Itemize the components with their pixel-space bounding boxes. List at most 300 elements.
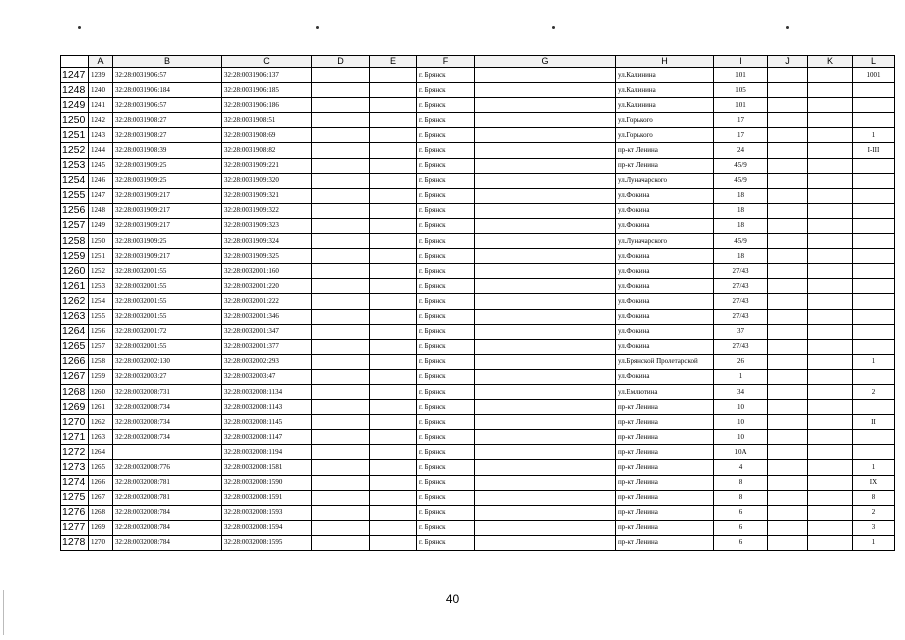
cell-a: 1259 (89, 369, 113, 384)
row-number: 1268 (61, 384, 89, 399)
cell-b: 32:28:0032008:784 (113, 505, 222, 520)
row-number: 1248 (61, 83, 89, 98)
cell-j (768, 369, 808, 384)
cell-l (853, 234, 895, 249)
cell-h: пр-кт Ленина (616, 535, 714, 550)
row-number: 1264 (61, 324, 89, 339)
table-row (61, 234, 895, 249)
cell-d (312, 445, 370, 460)
cell-d (312, 430, 370, 445)
cell-c: 32:28:0031906:186 (222, 98, 312, 113)
cell-i: 105 (714, 83, 768, 98)
cell-h: ул.Фокина (616, 339, 714, 354)
cell-d (312, 83, 370, 98)
cell-c: 32:28:0032008:1194 (222, 445, 312, 460)
cell-h: ул.Фокина (616, 218, 714, 233)
cell-f: г. Брянск (417, 354, 475, 369)
table-row (61, 324, 895, 339)
cell-g (475, 218, 616, 233)
cell-l (853, 294, 895, 309)
cell-j (768, 505, 808, 520)
row-number: 1259 (61, 249, 89, 264)
cell-l: 3 (853, 520, 895, 535)
cell-e (370, 324, 417, 339)
cell-e (370, 143, 417, 158)
table-row (61, 445, 895, 460)
cell-e (370, 188, 417, 203)
column-header: H (616, 56, 714, 68)
table-row (61, 535, 895, 550)
row-number: 1276 (61, 505, 89, 520)
table-row (61, 309, 895, 324)
cell-j (768, 400, 808, 415)
cell-b: 32:28:0032008:784 (113, 520, 222, 535)
cell-l: 1 (853, 535, 895, 550)
cell-j (768, 264, 808, 279)
cell-g (475, 445, 616, 460)
table-row (61, 505, 895, 520)
cell-c: 32:28:0031908:51 (222, 113, 312, 128)
cell-g (475, 249, 616, 264)
cell-g (475, 158, 616, 173)
table-row (61, 279, 895, 294)
cell-d (312, 309, 370, 324)
cell-g (475, 369, 616, 384)
column-header: K (808, 56, 853, 68)
cell-i: 26 (714, 354, 768, 369)
cell-l: II (853, 415, 895, 430)
cell-h: ул.Фокина (616, 249, 714, 264)
cell-i: 8 (714, 475, 768, 490)
cell-k (808, 173, 853, 188)
cell-f: г. Брянск (417, 490, 475, 505)
cell-l (853, 83, 895, 98)
cell-k (808, 430, 853, 445)
cell-c: 32:28:0032008:1590 (222, 475, 312, 490)
cell-k (808, 490, 853, 505)
cell-j (768, 490, 808, 505)
table-row (61, 68, 895, 83)
cell-d (312, 218, 370, 233)
cell-i: 45/9 (714, 158, 768, 173)
cell-h: пр-кт Ленина (616, 415, 714, 430)
cell-a: 1263 (89, 430, 113, 445)
cell-h: пр-кт Ленина (616, 445, 714, 460)
cell-b: 32:28:0031906:57 (113, 98, 222, 113)
row-number: 1250 (61, 113, 89, 128)
cell-a: 1268 (89, 505, 113, 520)
cell-i: 27/43 (714, 264, 768, 279)
cell-c: 32:28:0032008:1581 (222, 460, 312, 475)
cell-k (808, 294, 853, 309)
cell-b: 32:28:0031909:217 (113, 218, 222, 233)
cell-i: 37 (714, 324, 768, 339)
cell-f: г. Брянск (417, 128, 475, 143)
cell-e (370, 234, 417, 249)
cell-h: ул.Фокина (616, 203, 714, 218)
cell-d (312, 143, 370, 158)
cell-i: 45/9 (714, 234, 768, 249)
cell-i: 4 (714, 460, 768, 475)
cell-f: г. Брянск (417, 188, 475, 203)
cell-b: 32:28:0032001:55 (113, 294, 222, 309)
cell-f: г. Брянск (417, 264, 475, 279)
cell-h: пр-кт Ленина (616, 430, 714, 445)
cell-e (370, 128, 417, 143)
cell-c: 32:28:0031909:322 (222, 203, 312, 218)
cell-k (808, 143, 853, 158)
cell-j (768, 98, 808, 113)
cell-k (808, 188, 853, 203)
cell-k (808, 264, 853, 279)
cell-g (475, 354, 616, 369)
cell-d (312, 234, 370, 249)
cell-j (768, 188, 808, 203)
cell-a: 1248 (89, 203, 113, 218)
cell-d (312, 68, 370, 83)
cell-h: ул.Фокина (616, 264, 714, 279)
cell-i: 17 (714, 113, 768, 128)
table-row (61, 188, 895, 203)
cell-b: 32:28:0031908:27 (113, 128, 222, 143)
cell-a: 1249 (89, 218, 113, 233)
cell-b: 32:28:0032008:734 (113, 400, 222, 415)
cell-d (312, 535, 370, 550)
cell-k (808, 475, 853, 490)
cell-g (475, 128, 616, 143)
cell-e (370, 218, 417, 233)
cell-j (768, 339, 808, 354)
cell-i: 18 (714, 203, 768, 218)
cell-i: 6 (714, 520, 768, 535)
cell-e (370, 430, 417, 445)
cell-c: 32:28:0032008:1591 (222, 490, 312, 505)
cell-f: г. Брянск (417, 234, 475, 249)
cell-e (370, 445, 417, 460)
scan-dot (78, 26, 81, 29)
cell-d (312, 520, 370, 535)
cell-j (768, 445, 808, 460)
cell-e (370, 475, 417, 490)
cell-c: 32:28:0031909:323 (222, 218, 312, 233)
row-number: 1261 (61, 279, 89, 294)
cell-c: 32:28:0032008:1593 (222, 505, 312, 520)
cell-c: 32:28:0032003:47 (222, 369, 312, 384)
cell-c: 32:28:0031909:324 (222, 234, 312, 249)
cell-a: 1264 (89, 445, 113, 460)
cell-h: пр-кт Ленина (616, 475, 714, 490)
cell-e (370, 415, 417, 430)
cell-e (370, 384, 417, 399)
cell-e (370, 505, 417, 520)
cell-b: 32:28:0031909:217 (113, 188, 222, 203)
row-number: 1262 (61, 294, 89, 309)
table-row (61, 475, 895, 490)
cell-k (808, 339, 853, 354)
cell-h: пр-кт Ленина (616, 143, 714, 158)
cell-f: г. Брянск (417, 369, 475, 384)
cell-b: 32:28:0032001:55 (113, 279, 222, 294)
column-header: A (89, 56, 113, 68)
cell-j (768, 249, 808, 264)
cell-h: ул.Луначарского (616, 234, 714, 249)
cell-l (853, 324, 895, 339)
cell-a: 1255 (89, 309, 113, 324)
cell-d (312, 203, 370, 218)
cell-b: 32:28:0032008:784 (113, 535, 222, 550)
table-row (61, 369, 895, 384)
cell-a: 1258 (89, 354, 113, 369)
cell-k (808, 83, 853, 98)
row-number: 1249 (61, 98, 89, 113)
cell-e (370, 490, 417, 505)
cell-l: 1 (853, 460, 895, 475)
cell-d (312, 490, 370, 505)
cell-f: г. Брянск (417, 203, 475, 218)
row-number: 1253 (61, 158, 89, 173)
cell-d (312, 324, 370, 339)
column-header: E (370, 56, 417, 68)
table-row (61, 158, 895, 173)
row-number: 1277 (61, 520, 89, 535)
cell-k (808, 309, 853, 324)
cell-e (370, 83, 417, 98)
cell-g (475, 430, 616, 445)
cell-b: 32:28:0031908:39 (113, 143, 222, 158)
cell-a: 1256 (89, 324, 113, 339)
row-number: 1269 (61, 400, 89, 415)
cell-k (808, 113, 853, 128)
cell-i: 6 (714, 505, 768, 520)
cell-d (312, 113, 370, 128)
cell-d (312, 158, 370, 173)
cell-l (853, 113, 895, 128)
cell-i: 101 (714, 98, 768, 113)
row-number: 1263 (61, 309, 89, 324)
cell-a: 1241 (89, 98, 113, 113)
cell-i: 18 (714, 188, 768, 203)
cell-h: ул.Фокина (616, 279, 714, 294)
cell-c: 32:28:0032008:1594 (222, 520, 312, 535)
cell-a: 1254 (89, 294, 113, 309)
cell-l: 1 (853, 354, 895, 369)
cell-k (808, 203, 853, 218)
cell-a: 1260 (89, 384, 113, 399)
cell-d (312, 173, 370, 188)
cell-c: 32:28:0032001:220 (222, 279, 312, 294)
cell-j (768, 354, 808, 369)
cell-h: ул.Фокина (616, 309, 714, 324)
cell-d (312, 98, 370, 113)
cell-g (475, 475, 616, 490)
cell-e (370, 98, 417, 113)
cell-f: г. Брянск (417, 249, 475, 264)
column-header: G (475, 56, 616, 68)
cell-f: г. Брянск (417, 415, 475, 430)
row-number: 1260 (61, 264, 89, 279)
cell-k (808, 128, 853, 143)
cell-d (312, 354, 370, 369)
cell-g (475, 384, 616, 399)
cell-i: 10 (714, 430, 768, 445)
cell-j (768, 68, 808, 83)
cell-j (768, 294, 808, 309)
cell-f: г. Брянск (417, 384, 475, 399)
cell-g (475, 324, 616, 339)
column-header: J (768, 56, 808, 68)
cell-h: ул.Калинина (616, 83, 714, 98)
cell-g (475, 264, 616, 279)
cell-j (768, 143, 808, 158)
cell-g (475, 98, 616, 113)
cell-b: 32:28:0031909:25 (113, 158, 222, 173)
cell-k (808, 98, 853, 113)
cell-f: г. Брянск (417, 98, 475, 113)
cell-d (312, 249, 370, 264)
cell-l (853, 309, 895, 324)
cell-j (768, 128, 808, 143)
cell-l (853, 445, 895, 460)
row-number: 1256 (61, 203, 89, 218)
cell-g (475, 309, 616, 324)
cell-f: г. Брянск (417, 520, 475, 535)
column-header: B (113, 56, 222, 68)
row-number: 1265 (61, 339, 89, 354)
cell-a: 1240 (89, 83, 113, 98)
cell-h: пр-кт Ленина (616, 460, 714, 475)
cell-h: пр-кт Ленина (616, 520, 714, 535)
cell-e (370, 279, 417, 294)
cell-g (475, 415, 616, 430)
cell-i: 6 (714, 535, 768, 550)
table-row (61, 339, 895, 354)
scan-dot (786, 26, 789, 29)
cell-f: г. Брянск (417, 113, 475, 128)
cell-b: 32:28:0032008:776 (113, 460, 222, 475)
cell-c: 32:28:0031909:320 (222, 173, 312, 188)
cell-g (475, 68, 616, 83)
cell-h: ул.Фокина (616, 369, 714, 384)
cell-a: 1245 (89, 158, 113, 173)
cell-j (768, 430, 808, 445)
cell-j (768, 535, 808, 550)
cell-e (370, 309, 417, 324)
cell-g (475, 505, 616, 520)
cell-l (853, 203, 895, 218)
cell-j (768, 113, 808, 128)
cell-e (370, 113, 417, 128)
cell-a: 1269 (89, 520, 113, 535)
cell-h: ул.Калинина (616, 68, 714, 83)
cell-a: 1265 (89, 460, 113, 475)
cell-a: 1250 (89, 234, 113, 249)
cell-d (312, 264, 370, 279)
cell-j (768, 384, 808, 399)
cell-j (768, 158, 808, 173)
page-number: 40 (445, 592, 460, 606)
cell-f: г. Брянск (417, 430, 475, 445)
cell-l (853, 430, 895, 445)
cell-c: 32:28:0031906:137 (222, 68, 312, 83)
cell-e (370, 520, 417, 535)
cell-g (475, 83, 616, 98)
cell-d (312, 188, 370, 203)
cell-g (475, 339, 616, 354)
cell-k (808, 384, 853, 399)
cell-e (370, 158, 417, 173)
cell-f: г. Брянск (417, 309, 475, 324)
cell-j (768, 415, 808, 430)
cell-k (808, 158, 853, 173)
cell-b: 32:28:0032008:781 (113, 490, 222, 505)
cell-l (853, 249, 895, 264)
cell-c: 32:28:0031908:82 (222, 143, 312, 158)
cell-e (370, 249, 417, 264)
cell-h: пр-кт Ленина (616, 158, 714, 173)
cell-i: 10А (714, 445, 768, 460)
cell-h: ул.Фокина (616, 324, 714, 339)
cell-l: 8 (853, 490, 895, 505)
cell-h: ул.Горького (616, 113, 714, 128)
cell-g (475, 279, 616, 294)
cell-g (475, 460, 616, 475)
cell-h: ул.Луначарского (616, 173, 714, 188)
cell-f: г. Брянск (417, 218, 475, 233)
cell-i: 27/43 (714, 294, 768, 309)
cell-i: 34 (714, 384, 768, 399)
cell-d (312, 128, 370, 143)
cell-c: 32:28:0032008:1145 (222, 415, 312, 430)
cell-a: 1242 (89, 113, 113, 128)
row-number: 1274 (61, 475, 89, 490)
spreadsheet-table (60, 55, 895, 551)
cell-b: 32:28:0031909:25 (113, 173, 222, 188)
cell-f: г. Брянск (417, 475, 475, 490)
cell-l (853, 98, 895, 113)
row-number: 1272 (61, 445, 89, 460)
cell-i: 18 (714, 218, 768, 233)
cell-b: 32:28:0031906:57 (113, 68, 222, 83)
cell-h: пр-кт Ленина (616, 490, 714, 505)
cell-d (312, 369, 370, 384)
cell-a: 1251 (89, 249, 113, 264)
cell-f: г. Брянск (417, 535, 475, 550)
row-number: 1255 (61, 188, 89, 203)
row-number: 1266 (61, 354, 89, 369)
cell-k (808, 249, 853, 264)
cell-b: 32:28:0032001:55 (113, 264, 222, 279)
cell-l (853, 218, 895, 233)
cell-c: 32:28:0031909:221 (222, 158, 312, 173)
cell-e (370, 339, 417, 354)
cell-e (370, 68, 417, 83)
cell-l (853, 369, 895, 384)
cell-a: 1253 (89, 279, 113, 294)
cell-f: г. Брянск (417, 445, 475, 460)
cell-j (768, 173, 808, 188)
cell-d (312, 400, 370, 415)
cell-b: 32:28:0032003:27 (113, 369, 222, 384)
table-row (61, 354, 895, 369)
cell-l (853, 339, 895, 354)
cell-i: 45/9 (714, 173, 768, 188)
cell-k (808, 68, 853, 83)
column-header-row (61, 56, 895, 68)
cell-e (370, 400, 417, 415)
cell-f: г. Брянск (417, 324, 475, 339)
cell-a: 1267 (89, 490, 113, 505)
cell-g (475, 188, 616, 203)
